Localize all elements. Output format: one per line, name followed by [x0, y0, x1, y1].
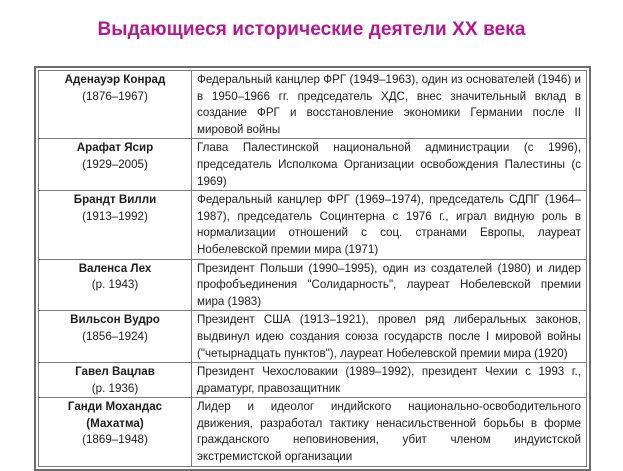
person-description: Президент Чехословакии (1989–1992), президент Чехии с 1993 г., драматург, правозащитник	[192, 363, 587, 398]
page-title: Выдающиеся исторические деятели XX века	[97, 19, 526, 40]
person-name: Вильсон Вудро	[70, 313, 160, 327]
person-description: Президент США (1913–1921), провел ряд либеральных законов, выдвинул идею создания союза государств после I мировой войны ("четырнадцать пунктов"), лауреат Нобелевской премии мира (1920)	[192, 311, 587, 363]
person-description: Лидер и идеолог индийского национально-освободительного движения, разработал тактику ненасильственной борьбы в форме гражданского неповиновения, убит членом индуистской экстремистской организации	[192, 398, 587, 466]
person-cell	[39, 311, 192, 363]
person-description: Президент Польши (1990–1995), один из создателей (1980) и лидер профобъединения "Солидарность", лауреат Нобелевской премии мира (1983)	[192, 259, 587, 311]
table-row	[39, 139, 587, 191]
person-description: Федеральный канцлер ФРГ (1949–1963), один из основателей (1946) и в 1950–1966 гг. председатель ХДС, внес значительный вклад в создание ФРГ и восстановление экономики Германии после II мировой войны	[192, 71, 587, 139]
person-cell	[39, 139, 192, 191]
table-row	[39, 311, 587, 363]
person-description: Глава Палестинской национальной администрации (с 1996), председатель Исполкома Организации освобождения Палестины (с 1969)	[192, 139, 587, 191]
person-cell	[39, 398, 192, 466]
person-description: Федеральный канцлер ФРГ (1969–1974), председатель СДПГ (1964–1987), председатель Социнтерна с 1976 г., играл видную роль в нормализации отношений с соц. странами Европы, лауреат Нобелевской премии мира (1971)	[192, 191, 587, 259]
person-name: Арафат Ясир	[76, 141, 154, 155]
person-years: (р. 1936)	[91, 381, 139, 395]
table-row	[39, 71, 587, 139]
table-row	[39, 363, 587, 398]
person-years: (1876–1967)	[82, 89, 148, 103]
person-name: Гавел Вацлав	[75, 365, 155, 379]
table-row	[39, 191, 587, 259]
person-cell	[39, 191, 192, 259]
person-years: (1856–1924)	[82, 329, 148, 343]
person-years: (р. 1943)	[91, 278, 139, 292]
person-cell	[39, 363, 192, 398]
person-cell	[39, 259, 192, 311]
person-name: Аденауэр Конрад	[64, 73, 166, 86]
figures-table	[38, 70, 587, 467]
person-years: (1869–1948)	[82, 433, 148, 447]
person-cell	[39, 71, 192, 139]
person-name: Брандт Вилли	[73, 193, 157, 207]
figures-table-frame	[34, 66, 591, 471]
person-name: Ганди Мохандас (Махатма)	[67, 400, 163, 430]
person-name: Валенса Лех	[78, 261, 152, 275]
person-years: (1929–2005)	[82, 157, 148, 171]
table-row	[39, 398, 587, 466]
table-row	[39, 259, 587, 311]
person-years: (1913–1992)	[82, 209, 148, 223]
